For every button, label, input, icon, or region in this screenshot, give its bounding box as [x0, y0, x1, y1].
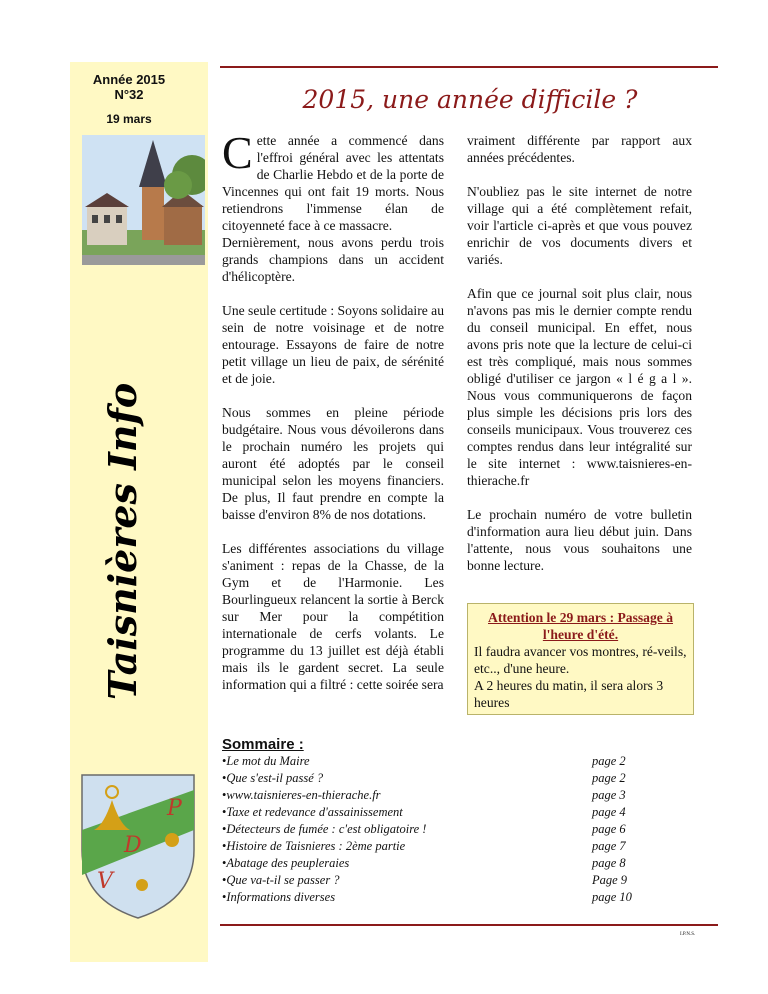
- toc-item-page: page 2: [592, 771, 626, 785]
- toc-item[interactable]: [222, 821, 662, 838]
- toc-item-page: page 8: [592, 856, 626, 870]
- issue-year: Année 2015: [92, 72, 166, 87]
- dst-notice-box: [467, 603, 694, 715]
- notice-line2: A 2 heures du matin, il sera alors 3 heures: [474, 678, 664, 710]
- crest-letter-v: V: [97, 869, 113, 894]
- article-column-left: [222, 127, 444, 710]
- article-p5: vraiment différente par rapport aux années précédentes.: [467, 133, 692, 165]
- toc-item-title: • Que va-t-il se passer ?: [222, 872, 340, 889]
- village-crest: [72, 770, 204, 920]
- notice-title: Attention le 29 mars : Passage à l'heure d'été.: [488, 610, 673, 642]
- toc-item-title: • Informations diverses: [222, 889, 335, 906]
- toc-item[interactable]: [222, 770, 662, 787]
- toc-item-page: page 2: [592, 754, 626, 768]
- toc-item-title: • Le mot du Maire: [222, 753, 310, 770]
- masthead-title: Taisnières Info: [100, 382, 145, 700]
- toc-item-title: • Abatage des peupleraies: [222, 855, 349, 872]
- article-p8: Le prochain numéro de votre bulletin d'information aura lieu début juin. Dans l'attente, nous vous souhaitons une bonne lecture.: [467, 507, 692, 573]
- article-p1b: Dernièrement, nous avons perdu trois grands champions dans un accident d'hélicoptère.: [222, 235, 444, 284]
- toc-item-page: page 4: [592, 805, 626, 819]
- issue-number: N°32: [114, 87, 144, 102]
- toc-item-page: page 10: [592, 890, 632, 904]
- toc-item[interactable]: [222, 889, 662, 906]
- headline: 2015, une année difficile ?: [302, 85, 638, 114]
- footer-rule: [220, 924, 718, 926]
- footer-ipns: I.P.N.S.: [680, 932, 696, 937]
- article-p7: Afin que ce journal soit plus clair, nous n'avons pas mis le dernier compte rendu du conseil municipal. En effet, nous avons pris note que la lecture de celui-ci est très compliqué, mais nous sommes obligé d'utiliser ce jargon « l é g a l ». Nous vous communiquerons de façon plus simple les décisions pris lors des conseils municipaux. Vous trouverez ces comptes rendus dans leur intégralité sur le site internet : www.taisnieres-en-thierache.fr: [467, 286, 692, 488]
- toc-title: Sommaire :: [222, 736, 304, 753]
- toc-item[interactable]: [222, 872, 662, 889]
- village-church-photo: [82, 135, 205, 265]
- toc-item-page: page 7: [592, 839, 626, 853]
- toc-item[interactable]: [222, 838, 662, 855]
- toc-item[interactable]: [222, 855, 662, 872]
- toc-item[interactable]: [222, 753, 662, 770]
- table-of-contents: [222, 736, 662, 906]
- toc-item[interactable]: [222, 787, 662, 804]
- article-p3: Nous sommes en pleine période budgétaire. Nous vous dévoilerons dans le prochain numéro les projets qui auront été adoptés par le conseil municipal selon les moyens financiers. De plus, Il faut prendre en compte la baisse d'environ 8% de nos dotations.: [222, 405, 444, 522]
- article-p1: ette année a commencé dans l'effroi général avec les attentats de Charlie Hebdo et de la porte de Vincennes qui ont fait 19 morts. Nous retiendrons l'immense élan de citoyenneté face à ce massacre.: [222, 133, 444, 233]
- notice-line1: Il faudra avancer vos montres, ré-veils, etc.., d'une heure.: [474, 644, 687, 676]
- article-p4: Les différentes associations du village s'animent : repas de la Chasse, de la Gym et de l'Harmonie. Les Bourlingueux relancent la sortie à Berck sur Mer pour la compétition internationale de cerfs volants. Le programme du 13 juillet est déjà établi mais ils le gardent secret. La seule information qui a filtré : cette soirée sera: [222, 541, 444, 692]
- toc-item-title: • Taxe et redevance d'assainissement: [222, 804, 403, 821]
- dropcap: C: [222, 127, 253, 178]
- toc-item-title: • Détecteurs de fumée : c'est obligatoire !: [222, 821, 426, 838]
- article-p2: Une seule certitude : Soyons solidaire au sein de notre voisinage et de notre entourage. Essayons de faire de notre petit village un lieu de paix, de sérénité et de joie.: [222, 303, 444, 386]
- toc-item-page: page 3: [592, 788, 626, 802]
- toc-item-title: • www.taisnieres-en-thierache.fr: [222, 787, 381, 804]
- toc-item[interactable]: [222, 804, 662, 821]
- toc-item-page: Page 9: [592, 873, 628, 887]
- crest-letter-p: P: [167, 796, 182, 821]
- article-column-right: [467, 132, 692, 574]
- toc-item-page: page 6: [592, 822, 626, 836]
- issue-info: [70, 72, 188, 102]
- crest-letter-d: D: [124, 833, 142, 858]
- article-p6: N'oubliez pas le site internet de notre village qui a été complètement refait, voir l'article ci-après et que vous pouvez enrichir de vos documents divers et variés.: [467, 184, 692, 267]
- header-rule: [220, 66, 718, 68]
- toc-item-title: • Que s'est-il passé ?: [222, 770, 323, 787]
- issue-date: 19 mars: [106, 112, 152, 126]
- toc-item-title: • Histoire de Taisnieres : 2ème partie: [222, 838, 405, 855]
